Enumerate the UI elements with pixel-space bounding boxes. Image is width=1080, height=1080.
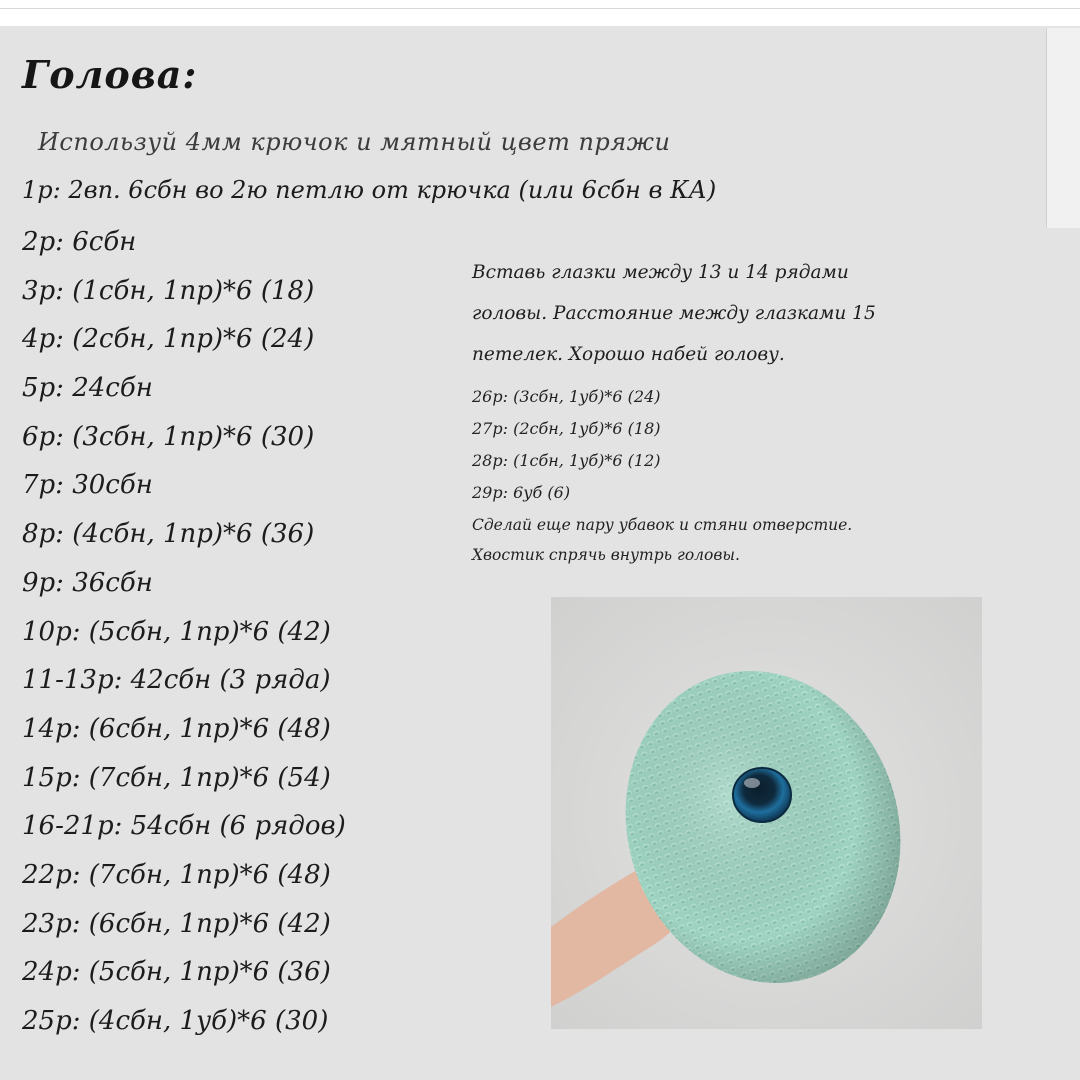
row-instruction: 29р: 6уб (6) [472, 483, 571, 502]
decrease-rows-list [472, 384, 661, 512]
row-instruction: 15р: (7сбн, 1пр)*6 (54) [22, 762, 331, 793]
crocheted-head-photo [551, 597, 982, 1029]
section-title: Голова: [22, 52, 198, 97]
scrollbar[interactable] [1046, 28, 1080, 228]
row-instruction: 16-21р: 54сбн (6 рядов) [22, 811, 346, 842]
eyes-note [472, 256, 1032, 379]
top-divider [0, 8, 1080, 9]
note-line: петелек. Хорошо набей голову. [472, 344, 785, 365]
note-line: Вставь глазки между 13 и 14 рядами [472, 262, 849, 283]
hook-yarn-instruction: Используй 4мм крючок и мятный цвет пряжи [38, 128, 671, 156]
row-instruction: 26р: (3сбн, 1уб)*6 (24) [472, 387, 661, 406]
row-instructions-list [22, 222, 346, 1050]
head-photo-illustration [551, 597, 982, 1029]
row-instruction: 27р: (2сбн, 1уб)*6 (18) [472, 419, 661, 438]
finishing-note [472, 512, 852, 572]
row-instruction: 14р: (6сбн, 1пр)*6 (48) [22, 713, 331, 744]
note-line: головы. Расстояние между глазками 15 [472, 303, 876, 324]
row-instruction: 11-13р: 42сбн (3 ряда) [22, 665, 331, 696]
row-instruction: 22р: (7сбн, 1пр)*6 (48) [22, 859, 331, 890]
row-instruction: 9р: 36сбн [22, 567, 153, 598]
row-instruction: 5р: 24сбн [22, 373, 153, 404]
row-instruction: 10р: (5сбн, 1пр)*6 (42) [22, 616, 331, 647]
row-instruction: 23р: (6сбн, 1пр)*6 (42) [22, 908, 331, 939]
row-instruction: 28р: (1сбн, 1уб)*6 (12) [472, 451, 661, 470]
row-instruction: 4р: (2сбн, 1пр)*6 (24) [22, 324, 315, 355]
row-instruction: 7р: 30сбн [22, 470, 153, 501]
row-instruction: 24р: (5сбн, 1пр)*6 (36) [22, 957, 331, 988]
finish-line: Хвостик спрячь внутрь головы. [472, 546, 740, 564]
finish-line: Сделай еще пару убавок и стяни отверстие. [472, 516, 853, 534]
row-instruction: 6р: (3сбн, 1пр)*6 (30) [22, 421, 315, 452]
row-instruction: 8р: (4сбн, 1пр)*6 (36) [22, 519, 315, 550]
row-instruction-1: 1р: 2вп. 6сбн во 2ю петлю от крючка (или 6сбн в КА) [22, 176, 717, 204]
row-instruction: 2р: 6сбн [22, 227, 137, 257]
row-instruction: 3р: (1сбн, 1пр)*6 (18) [22, 275, 315, 306]
row-instruction: 25р: (4сбн, 1уб)*6 (30) [22, 1006, 329, 1036]
